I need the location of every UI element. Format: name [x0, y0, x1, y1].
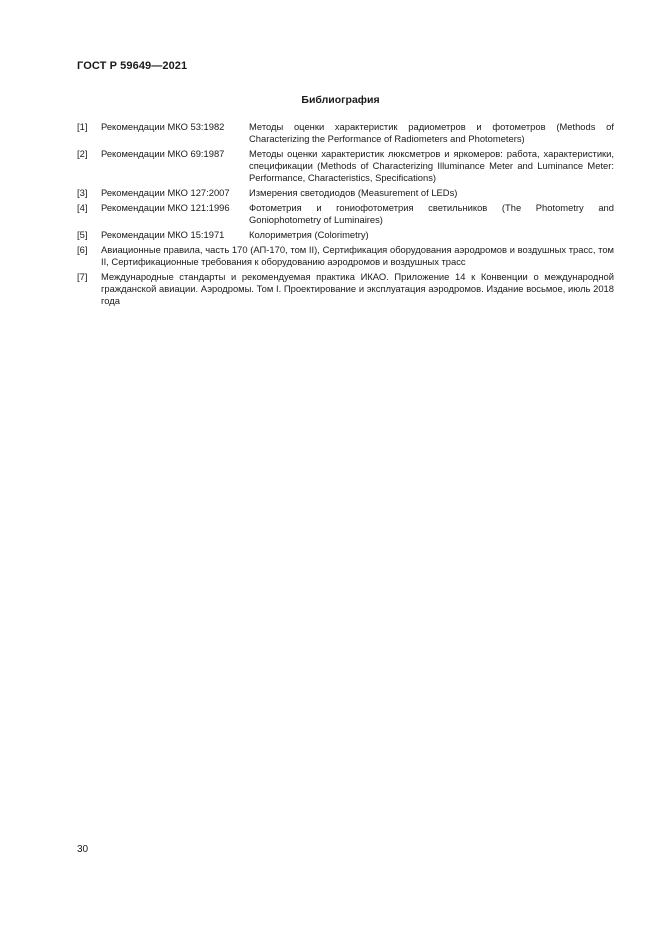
entry-title: Методы оценки характеристик люксметров и яркомеров: работа, характеристики, спецификации (Methods of Characterizing Illuminance Meter and Luminance Meter: Performance, Characteristics, Specifications) [249, 148, 614, 183]
entry-number: [2] [77, 148, 88, 159]
bibliography-entry [77, 229, 614, 241]
entry-number: [1] [77, 121, 88, 132]
entry-number: [3] [77, 187, 88, 198]
entry-title: Международные стандарты и рекомендуемая практика ИКАО. Приложение 14 к Конвенции о международной гражданской авиации. Аэродромы. Том I. Проектирование и эксплуатация аэродромов. Издание восьмое, июль 2018 года [101, 271, 614, 306]
entry-number: [4] [77, 202, 88, 213]
bibliography-entry [77, 148, 614, 184]
entry-source: Рекомендации МКО 69:1987 [101, 148, 225, 159]
page-number: 30 [77, 844, 89, 855]
entry-number: [7] [77, 271, 88, 282]
bibliography-entry [77, 202, 614, 226]
entry-source: Рекомендации МКО 53:1982 [101, 121, 225, 132]
entry-title: Фотометрия и гониофотометрия светильников (The Photometry and Goniophotometry of Luminaires) [249, 202, 614, 225]
entry-title: Измерения светодиодов (Measurement of LEDs) [249, 187, 458, 198]
entry-title: Методы оценки характеристик радиометров и фотометров (Methods of Characterizing the Performance of Radiometers and Photometers) [249, 121, 614, 144]
entry-title: Авиационные правила, часть 170 (АП-170, том II), Сертификация оборудования аэродромов и воздушных трасс, том II, Сертификационные требования к оборудованию аэродромов и воздушных трасс [101, 244, 614, 267]
bibliography-entry [77, 244, 614, 268]
bibliography-entry [77, 271, 614, 307]
entry-title: Колориметрия (Colorimetry) [249, 229, 369, 240]
entry-source: Рекомендации МКО 127:2007 [101, 187, 230, 198]
entry-number: [5] [77, 229, 88, 240]
bibliography-heading: Библиография [301, 94, 380, 106]
bibliography-entry [77, 187, 614, 199]
document-header: ГОСТ Р 59649—2021 [77, 60, 188, 72]
bibliography-entry [77, 121, 614, 145]
entry-source: Рекомендации МКО 121:1996 [101, 202, 230, 213]
entry-number: [6] [77, 244, 88, 255]
entry-source: Рекомендации МКО 15:1971 [101, 229, 225, 240]
bibliography-list [77, 121, 614, 310]
